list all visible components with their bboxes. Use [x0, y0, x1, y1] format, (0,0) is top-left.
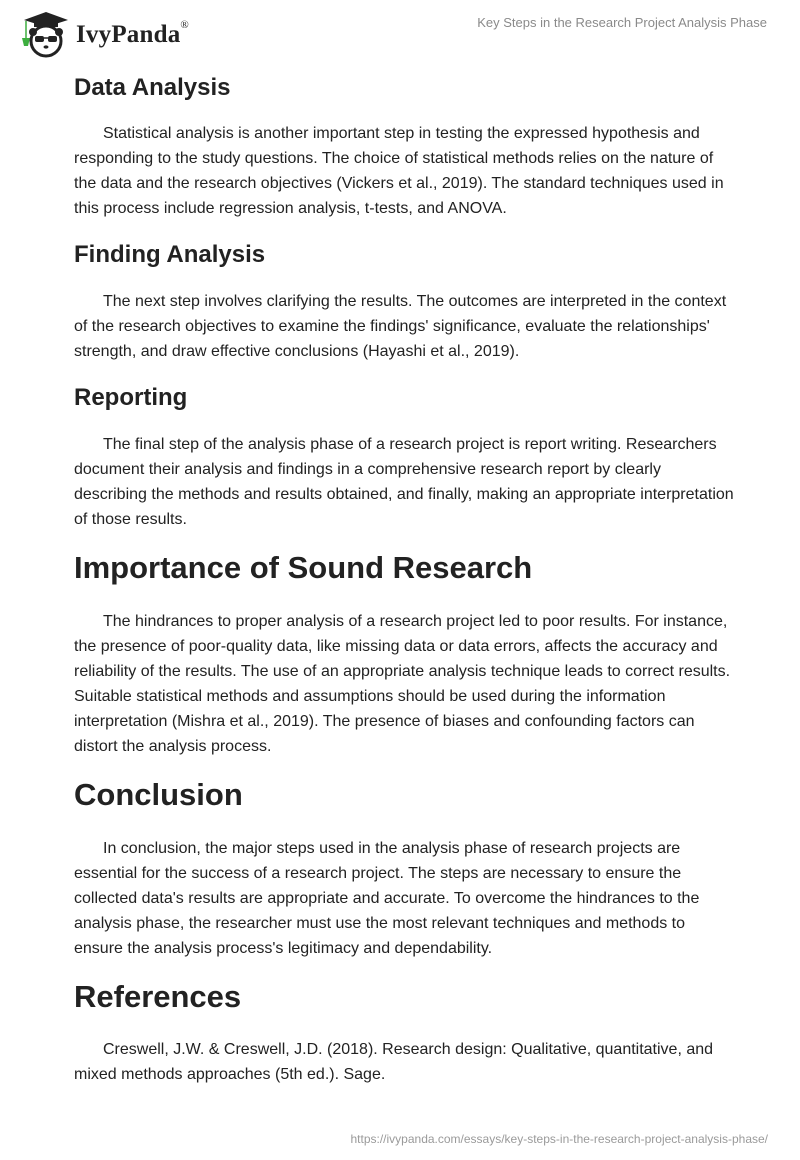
section-paragraph-conclusion: In conclusion, the major steps used in the analysis phase of research projects are essential for the success of a research project. The steps are necessary to ensure the collected data's results are appropriate and accurate. To overcome the hindrances to the analysis phase, the researcher must use the most relevant techniques and methods to ensure the analysis process's legitimacy and dependability.: [74, 840, 700, 957]
section-paragraph-importance: The hindrances to proper analysis of a research project led to poor results. For instance, the presence of poor-quality data, like missing data or data errors, affects the accuracy and reliability of the results. The use of an appropriate analysis technique leads to correct results. Suitable statistical methods and assumptions should be used during the information interpretation (Mishra et al., 2019). The presence of biases and confounding factors can distort the analysis process.: [74, 613, 731, 755]
section-heading-finding-analysis: Finding Analysis: [74, 241, 266, 268]
logo-wordmark: IvyPanda®: [76, 19, 189, 48]
section-paragraph-data-analysis: Statistical analysis is another important step in testing the expressed hypothesis and responding to the study questions. The choice of statistical methods relies on the nature of the data and the research objectives (Vickers et al., 2019). The standard techniques used in this process include regression analysis, t-tests, and ANOVA.: [74, 125, 724, 217]
section-paragraph-finding-analysis: The next step involves clarifying the results. The outcomes are interpreted in the context of the research objectives to examine the findings' significance, evaluate the relationships' strength, and draw effective conclusions (Hayashi et al., 2019).: [74, 293, 727, 360]
panda-graduate-icon: [18, 8, 70, 58]
section-heading-data-analysis: Data Analysis: [74, 74, 231, 101]
ivypanda-logo[interactable]: [18, 8, 189, 58]
section-heading-importance: Importance of Sound Research: [74, 550, 533, 585]
section-heading-reporting: Reporting: [74, 384, 188, 411]
section-heading-conclusion: Conclusion: [74, 777, 243, 812]
section-heading-references: References: [74, 979, 242, 1014]
page-header: [0, 0, 800, 60]
section-paragraph-reporting: The final step of the analysis phase of a research project is report writing. Researchers document their analysis and findings in a comprehensive research report by clearly describing the methods and results obtained, and finally, making an appropriate interpretation of those results.: [74, 436, 734, 528]
document-title: Key Steps in the Research Project Analysis Phase: [477, 15, 767, 30]
source-url-link[interactable]: https://ivypanda.com/essays/key-steps-in-the-research-project-analysis-phase/: [350, 1132, 768, 1146]
reference-entry: Creswell, J.W. & Creswell, J.D. (2018). Research design: Qualitative, quantitative, and mixed methods approaches (5th ed.). Sage.: [74, 1041, 714, 1083]
